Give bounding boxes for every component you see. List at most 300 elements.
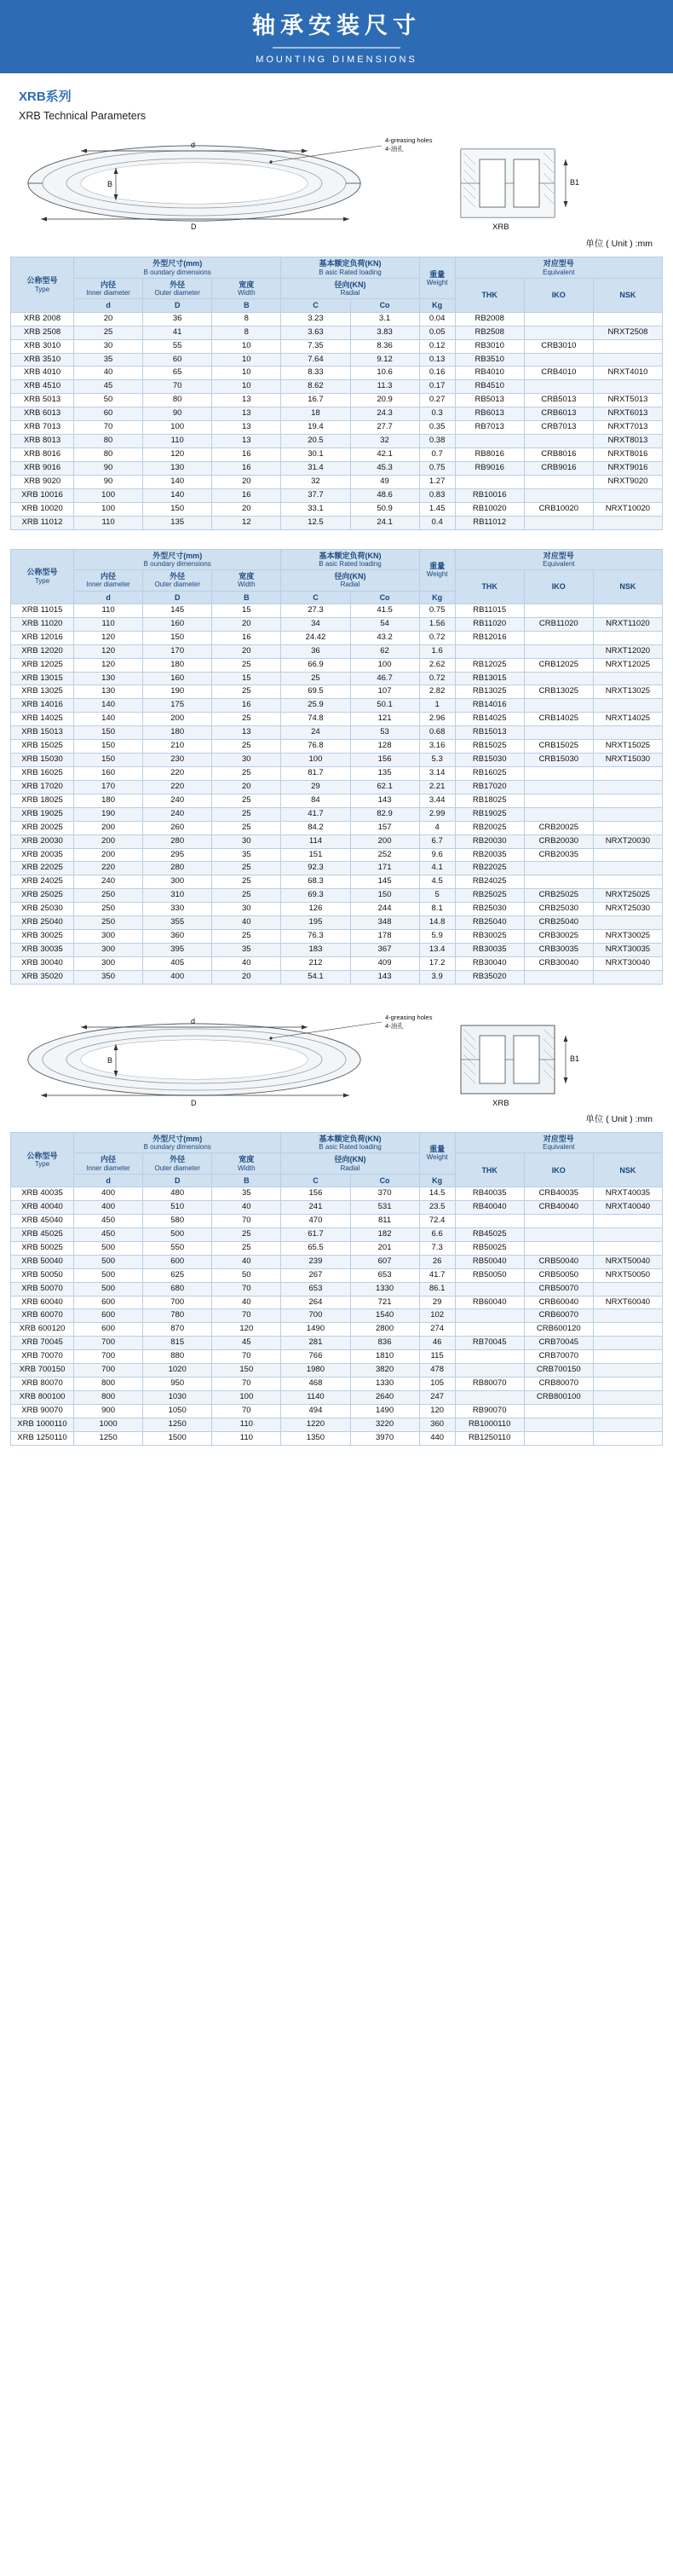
table-row	[11, 956, 663, 970]
table-cell: 367	[350, 944, 419, 957]
table-cell: 110	[74, 604, 143, 617]
header-radial-cn: 径向(KN)	[334, 1155, 366, 1164]
table-cell	[524, 875, 593, 889]
table-cell: RB22025	[455, 862, 524, 875]
cell-type: XRB 9016	[11, 461, 74, 475]
table-row	[11, 794, 663, 807]
header-rated	[281, 257, 419, 279]
table-cell: 20	[212, 970, 281, 984]
table-cell: 140	[143, 488, 212, 502]
table-cell: 0.27	[419, 394, 455, 407]
table-cell	[524, 631, 593, 644]
table-cell: CRB20035	[524, 848, 593, 862]
grease-holes-label-cn-2: 4-油孔	[385, 1021, 404, 1030]
header-rated-en: B asic Rated loading	[319, 268, 382, 276]
table-cell: CRB50050	[524, 1268, 593, 1282]
table-cell: 25	[212, 767, 281, 781]
table-cell: RB30040	[455, 956, 524, 970]
table-cell: RB15013	[455, 726, 524, 740]
table-cell: 405	[143, 956, 212, 970]
table-cell: 1140	[281, 1391, 350, 1405]
table-cell: 50	[212, 1268, 281, 1282]
table-cell: 143	[350, 970, 419, 984]
table-cell	[593, 699, 662, 713]
table-cell: 20.5	[281, 435, 350, 448]
table-cell: 3.14	[419, 767, 455, 781]
table-cell: NRXT25025	[593, 889, 662, 903]
cell-type: XRB 14025	[11, 713, 74, 726]
table-cell: 150	[74, 740, 143, 754]
table-cell: RB50025	[455, 1241, 524, 1255]
table-cell: 780	[143, 1309, 212, 1323]
table-cell: 600	[74, 1296, 143, 1309]
header-width	[212, 278, 281, 299]
table-cell: 0.3	[419, 407, 455, 421]
table-cell: 450	[74, 1215, 143, 1228]
table-cell: CRB15025	[524, 740, 593, 754]
table-cell: 600	[143, 1255, 212, 1268]
table-cell: 700	[281, 1309, 350, 1323]
table-cell	[593, 1215, 662, 1228]
table-cell	[593, 780, 662, 794]
cell-type: XRB 30035	[11, 944, 74, 957]
table-row	[11, 1378, 663, 1391]
table-cell: CRB7013	[524, 421, 593, 435]
table-cell: 1810	[350, 1350, 419, 1364]
table-row	[11, 631, 663, 644]
dim-label-d-2: d	[191, 1016, 196, 1025]
table-cell: 16	[212, 448, 281, 462]
header-d: d	[74, 1174, 143, 1187]
table-cell: NRXT8013	[593, 435, 662, 448]
table-cell: RB25025	[455, 889, 524, 903]
table-cell: 180	[143, 726, 212, 740]
cell-type: XRB 10016	[11, 488, 74, 502]
cell-type: XRB 600120	[11, 1323, 74, 1337]
header-rated-cn: 基本额定负荷(KN)	[319, 259, 382, 269]
table-row	[11, 516, 663, 529]
table-cell: 25.9	[281, 699, 350, 713]
table-cell: 8	[212, 312, 281, 326]
table-cell: 23.5	[419, 1201, 455, 1215]
table-cell: RB25030	[455, 903, 524, 916]
table-cell: CRB70045	[524, 1337, 593, 1350]
table-cell: 26	[419, 1255, 455, 1268]
table-cell: 46	[419, 1337, 455, 1350]
table-cell: 145	[350, 875, 419, 889]
table-cell: 16.7	[281, 394, 350, 407]
table-cell: 48.6	[350, 488, 419, 502]
table-cell	[593, 1350, 662, 1364]
table-cell: NRXT13025	[593, 685, 662, 699]
table-cell: RB20030	[455, 835, 524, 848]
table-cell	[524, 1241, 593, 1255]
table-cell: CRB80070	[524, 1378, 593, 1391]
header-rated-cn: 基本额定负荷(KN)	[319, 551, 382, 560]
table-cell: 680	[143, 1282, 212, 1296]
dim-label-b: B	[107, 180, 113, 189]
table-cell	[593, 1418, 662, 1431]
table-cell: 180	[143, 658, 212, 672]
bearing-drawing-top	[15, 134, 658, 232]
table-cell: 157	[350, 821, 419, 835]
table-cell: RB19025	[455, 807, 524, 821]
table-cell: 35	[212, 944, 281, 957]
table-cell: RB20025	[455, 821, 524, 835]
table-cell: 25	[212, 713, 281, 726]
table-cell	[524, 1431, 593, 1445]
header-Co: Co	[350, 1174, 419, 1187]
table-cell: RB1250110	[455, 1431, 524, 1445]
table-cell: 200	[350, 835, 419, 848]
table-cell: 0.83	[419, 488, 455, 502]
table-cell: 653	[350, 1268, 419, 1282]
bearing-drawing-bottom	[15, 1012, 658, 1107]
table-cell: 0.05	[419, 326, 455, 339]
table-cell: 190	[143, 685, 212, 699]
table-row	[11, 488, 663, 502]
table-cell: 766	[281, 1350, 350, 1364]
table-cell: 130	[74, 685, 143, 699]
unit-note-2: 单位 ( Unit ) :mm	[585, 1113, 653, 1124]
table-cell: 105	[419, 1378, 455, 1391]
table-cell: 600	[74, 1323, 143, 1337]
header-inner	[74, 278, 143, 299]
table-cell: 0.75	[419, 604, 455, 617]
cell-type: XRB 2008	[11, 312, 74, 326]
header-radial	[281, 1153, 419, 1175]
table-cell	[524, 794, 593, 807]
table-cell: 10	[212, 339, 281, 353]
dim-label-d: d	[191, 141, 196, 150]
header-B: B	[212, 1174, 281, 1187]
table-row	[11, 448, 663, 462]
table-cell: 8.1	[419, 903, 455, 916]
cell-type: XRB 800100	[11, 1391, 74, 1405]
table-cell: 110	[212, 1431, 281, 1445]
table-cell: 1.6	[419, 644, 455, 658]
table-cell: RB30035	[455, 944, 524, 957]
table-cell: 240	[143, 794, 212, 807]
table-cell: 76.3	[281, 930, 350, 944]
table-cell: 1220	[281, 1418, 350, 1431]
table-cell: 150	[212, 1364, 281, 1378]
table-cell: 3.16	[419, 740, 455, 754]
table-cell: NRXT15025	[593, 740, 662, 754]
table-cell: 20	[212, 475, 281, 488]
table-cell: 24.1	[350, 516, 419, 529]
table-row	[11, 672, 663, 685]
table-cell: 90	[74, 461, 143, 475]
table-row	[11, 1241, 663, 1255]
cell-type: XRB 24025	[11, 875, 74, 889]
unit-note-1: 单位 ( Unit ) :mm	[585, 239, 653, 250]
header-outer-cn: 外径	[170, 280, 186, 289]
table-cell: 81.7	[281, 767, 350, 781]
table-cell: CRB11020	[524, 617, 593, 631]
table-cell: 50	[74, 394, 143, 407]
dim-label-D: D	[191, 222, 197, 232]
table-cell: 1350	[281, 1431, 350, 1445]
table-cell	[524, 1227, 593, 1241]
header-width-cn: 宽度	[239, 280, 255, 289]
table-cell: 45	[74, 380, 143, 394]
table-cell: CRB25030	[524, 903, 593, 916]
table-cell: 66.9	[281, 658, 350, 672]
header-weight-cn: 重量	[429, 1145, 446, 1154]
cell-type: XRB 11015	[11, 604, 74, 617]
grease-holes-label-en: 4-greasing holes	[385, 136, 433, 145]
table-cell: 190	[74, 807, 143, 821]
table-cell: 880	[143, 1350, 212, 1364]
cell-type: XRB 3010	[11, 339, 74, 353]
table-cell: RB13025	[455, 685, 524, 699]
table-row	[11, 1268, 663, 1282]
header-radial-cn: 径向(KN)	[334, 280, 366, 289]
table-cell: 40	[212, 1255, 281, 1268]
header-boundary	[74, 1132, 281, 1153]
header-rated-cn: 基本额定负荷(KN)	[319, 1134, 382, 1143]
table-cell: 84	[281, 794, 350, 807]
table-cell: 55	[143, 339, 212, 353]
table-row	[11, 1309, 663, 1323]
table-cell	[524, 970, 593, 984]
table-cell: 43.2	[350, 631, 419, 644]
table-cell: 135	[143, 516, 212, 529]
dim-label-b1: B1	[570, 178, 580, 188]
cell-type: XRB 70070	[11, 1350, 74, 1364]
header-equivalent	[455, 549, 662, 570]
spec-table-2-wrap	[0, 549, 673, 985]
table-cell	[455, 1215, 524, 1228]
table-cell: 0.4	[419, 516, 455, 529]
table-cell: 510	[143, 1201, 212, 1215]
header-inner-cn: 内径	[101, 1155, 117, 1164]
table-cell: RB4010	[455, 367, 524, 380]
table-cell: 140	[74, 699, 143, 713]
table-cell: CRB6013	[524, 407, 593, 421]
table-cell: RB10020	[455, 502, 524, 516]
table-cell: NRXT50050	[593, 1268, 662, 1282]
table-cell: 13	[212, 407, 281, 421]
table-cell	[593, 1431, 662, 1445]
table-row	[11, 475, 663, 488]
cell-type: XRB 4510	[11, 380, 74, 394]
table-cell: CRB40035	[524, 1187, 593, 1201]
table-cell: 86.1	[419, 1282, 455, 1296]
header-B: B	[212, 299, 281, 312]
table-cell: 500	[74, 1268, 143, 1282]
header-weight-cn: 重量	[429, 561, 446, 570]
table-cell: 102	[419, 1309, 455, 1323]
table-cell: CRB40040	[524, 1201, 593, 1215]
cell-type: XRB 50025	[11, 1241, 74, 1255]
table-cell: 14.5	[419, 1187, 455, 1201]
header-type-en: Type	[34, 285, 50, 293]
table-cell: 348	[350, 916, 419, 930]
table-cell: 200	[74, 821, 143, 835]
table-cell: 151	[281, 848, 350, 862]
cell-type: XRB 30040	[11, 956, 74, 970]
table-cell: 400	[143, 970, 212, 984]
table-cell: NRXT7013	[593, 421, 662, 435]
table-cell: 25	[74, 326, 143, 339]
table-cell: 150	[350, 889, 419, 903]
cell-type: XRB 25025	[11, 889, 74, 903]
table-cell: 92.3	[281, 862, 350, 875]
header-width-cn: 宽度	[239, 572, 255, 581]
spec-table-3	[10, 1132, 663, 1446]
cell-type: XRB 50070	[11, 1282, 74, 1296]
header-type	[11, 549, 74, 604]
spec-table-3-wrap	[0, 1132, 673, 1446]
cell-type: XRB 60070	[11, 1309, 74, 1323]
table-cell: RB60040	[455, 1296, 524, 1309]
table-row	[11, 1215, 663, 1228]
table-cell: RB4510	[455, 380, 524, 394]
table-cell: 29	[281, 780, 350, 794]
table-cell: 210	[143, 740, 212, 754]
table-cell: NRXT5013	[593, 394, 662, 407]
table-cell: 870	[143, 1323, 212, 1337]
table-cell	[593, 353, 662, 367]
table-cell	[524, 1418, 593, 1431]
table-cell: 65.5	[281, 1241, 350, 1255]
spec-table-2-body	[11, 604, 663, 984]
table-cell: 1000	[74, 1418, 143, 1431]
table-cell: 68.3	[281, 875, 350, 889]
cell-type: XRB 45040	[11, 1215, 74, 1228]
table-cell: 29	[419, 1296, 455, 1309]
table-cell: 0.17	[419, 380, 455, 394]
header-inner-en: Inner diameter	[86, 1164, 130, 1172]
header-C: C	[281, 299, 350, 312]
table-cell: RB3010	[455, 339, 524, 353]
cell-type: XRB 3510	[11, 353, 74, 367]
table-cell	[593, 1227, 662, 1241]
table-cell: 41.7	[281, 807, 350, 821]
table-cell: 1250	[74, 1431, 143, 1445]
header-type-en: Type	[34, 576, 50, 585]
table-cell	[593, 848, 662, 862]
table-cell: 7.3	[419, 1241, 455, 1255]
table-cell: 1.27	[419, 475, 455, 488]
cell-type: XRB 22025	[11, 862, 74, 875]
dim-label-b-2: B	[107, 1055, 113, 1065]
table-cell: 7.35	[281, 339, 350, 353]
table-cell: 35	[74, 353, 143, 367]
header-inner-en: Inner diameter	[86, 289, 130, 297]
table-cell	[524, 380, 593, 394]
cell-type: XRB 2508	[11, 326, 74, 339]
table-cell: 200	[74, 848, 143, 862]
table-cell: 3.83	[350, 326, 419, 339]
table-cell	[593, 380, 662, 394]
table-row	[11, 699, 663, 713]
table-row	[11, 617, 663, 631]
cell-type: XRB 5013	[11, 394, 74, 407]
table-cell: 6.6	[419, 1227, 455, 1241]
table-cell: RB18025	[455, 794, 524, 807]
drawing-caption-2: XRB	[492, 1098, 509, 1107]
table-cell: 1540	[350, 1309, 419, 1323]
cell-type: XRB 90070	[11, 1404, 74, 1418]
table-cell: 10	[212, 380, 281, 394]
table-cell: 36	[143, 312, 212, 326]
table-cell: 33.1	[281, 502, 350, 516]
table-cell: 120	[143, 448, 212, 462]
table-cell: 110	[212, 1418, 281, 1431]
table-cell: 395	[143, 944, 212, 957]
header-weight-en: Weight	[426, 570, 448, 579]
table-cell: RB9016	[455, 461, 524, 475]
cell-type: XRB 12025	[11, 658, 74, 672]
table-cell: 120	[74, 644, 143, 658]
table-cell: 1500	[143, 1431, 212, 1445]
table-cell: 3970	[350, 1431, 419, 1445]
table-cell: 34	[281, 617, 350, 631]
table-cell: 9.12	[350, 353, 419, 367]
table-cell: CRB20030	[524, 835, 593, 848]
table-cell: NRXT11020	[593, 617, 662, 631]
table-cell: 8.62	[281, 380, 350, 394]
cell-type: XRB 12020	[11, 644, 74, 658]
table-cell: RB8016	[455, 448, 524, 462]
cell-type: XRB 8013	[11, 435, 74, 448]
header-rated	[281, 1132, 419, 1153]
table-cell: 500	[143, 1227, 212, 1241]
header-outer-en: Outer diameter	[154, 580, 200, 589]
table-cell: CRB50070	[524, 1282, 593, 1296]
spec-table-2	[10, 549, 663, 985]
table-cell	[524, 475, 593, 488]
table-cell: 70	[212, 1215, 281, 1228]
table-cell	[593, 631, 662, 644]
table-cell: 80	[74, 435, 143, 448]
table-cell: 42.1	[350, 448, 419, 462]
table-row	[11, 353, 663, 367]
table-cell: 9.6	[419, 848, 455, 862]
table-cell	[593, 767, 662, 781]
table-cell	[455, 1309, 524, 1323]
table-cell: 240	[74, 875, 143, 889]
header-inner	[74, 570, 143, 592]
table-cell	[455, 1323, 524, 1337]
table-cell: CRB12025	[524, 658, 593, 672]
table-cell: 120	[74, 631, 143, 644]
table-cell: 40	[212, 1201, 281, 1215]
table-cell: 50.9	[350, 502, 419, 516]
table-row	[11, 367, 663, 380]
table-cell: 250	[74, 889, 143, 903]
table-cell: 0.04	[419, 312, 455, 326]
cell-type: XRB 50040	[11, 1255, 74, 1268]
header-equivalent-cn: 对应型号	[543, 259, 574, 269]
table-cell: 110	[74, 516, 143, 529]
table-cell: 400	[74, 1201, 143, 1215]
table-cell: 1	[419, 699, 455, 713]
table-cell: RB35020	[455, 970, 524, 984]
table-cell: CRB60070	[524, 1309, 593, 1323]
table-row	[11, 903, 663, 916]
table-cell: CRB30025	[524, 930, 593, 944]
table-cell: 300	[74, 944, 143, 957]
table-cell: 500	[74, 1282, 143, 1296]
series-subtitle: XRB Technical Parameters	[19, 110, 147, 123]
table-cell: RB15025	[455, 740, 524, 754]
table-cell: 0.68	[419, 726, 455, 740]
table-cell: 300	[74, 956, 143, 970]
